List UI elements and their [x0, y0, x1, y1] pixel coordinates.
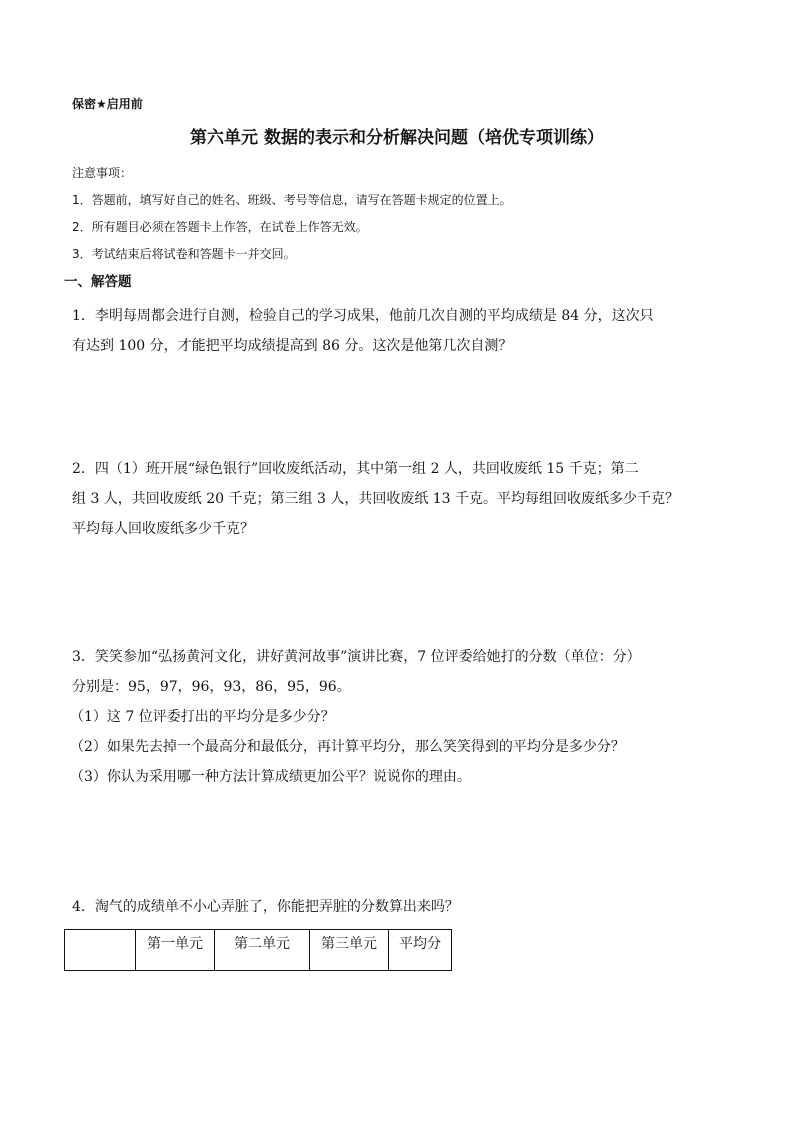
- question-text-line: 4．淘气的成绩单不小心弄脏了，你能把弄脏的分数算出来吗？: [72, 899, 459, 915]
- question-text-line: 3．笑笑参加“弘扬黄河文化，讲好黄河故事”演讲比赛，7 位评委给她打的分数（单位：分）: [72, 649, 641, 665]
- question-4: [72, 892, 732, 922]
- question-text-line: 分别是：95，97，96，93，86，95，96。: [72, 679, 351, 695]
- question-1: [72, 301, 732, 361]
- table-header-cell: 第二单元: [215, 930, 310, 971]
- question-text-line: 2．四（1）班开展“绿色银行”回收废纸活动，其中第一组 2 人，共回收废纸 15 千克；第二: [72, 461, 639, 477]
- question-text-line: 平均每人回收废纸多少千克？: [72, 521, 254, 537]
- score-table: [64, 929, 452, 971]
- question-text-line: 组 3 人，共回收废纸 20 千克；第三组 3 人，共回收废纸 13 千克。平均每组回收废纸多少千克？: [72, 491, 680, 507]
- sub-question: （1）这 7 位评委打出的平均分是多少分？: [70, 709, 335, 725]
- confidential-label: 保密★启用前: [72, 97, 143, 111]
- page-title: 第六单元 数据的表示和分析解决问题（培优专项训练）: [190, 128, 604, 148]
- table-header-cell: 第三单元: [310, 930, 389, 971]
- question-2: [72, 454, 732, 544]
- table-header-row: [65, 930, 452, 971]
- notes-block: [72, 160, 512, 268]
- section-heading: 一、解答题: [64, 274, 132, 290]
- notes-item: 1．答题前，填写好自己的姓名、班级、考号等信息，请写在答题卡规定的位置上。: [72, 193, 512, 207]
- question-3: [72, 642, 732, 792]
- notes-heading: 注意事项：: [72, 166, 133, 180]
- notes-item: 2．所有题目必须在答题卡上作答，在试卷上作答无效。: [72, 220, 368, 234]
- table-header-cell: [65, 930, 136, 971]
- notes-item: 3．考试结束后将试卷和答题卡一并交回。: [72, 247, 296, 261]
- table-header-cell: 第一单元: [136, 930, 215, 971]
- table-header-cell: 平均分: [389, 930, 452, 971]
- sub-question: （3）你认为采用哪一种方法计算成绩更加公平？说说你的理由。: [70, 769, 471, 785]
- question-text-line: 有达到 100 分，才能把平均成绩提高到 86 分。这次是他第几次自测？: [72, 338, 513, 354]
- question-text-line: 1．李明每周都会进行自测，检验自己的学习成果，他前几次自测的平均成绩是 84 分，这次只: [72, 308, 654, 324]
- sub-question: （2）如果先去掉一个最高分和最低分，再计算平均分，那么笑笑得到的平均分是多少分？: [70, 739, 625, 755]
